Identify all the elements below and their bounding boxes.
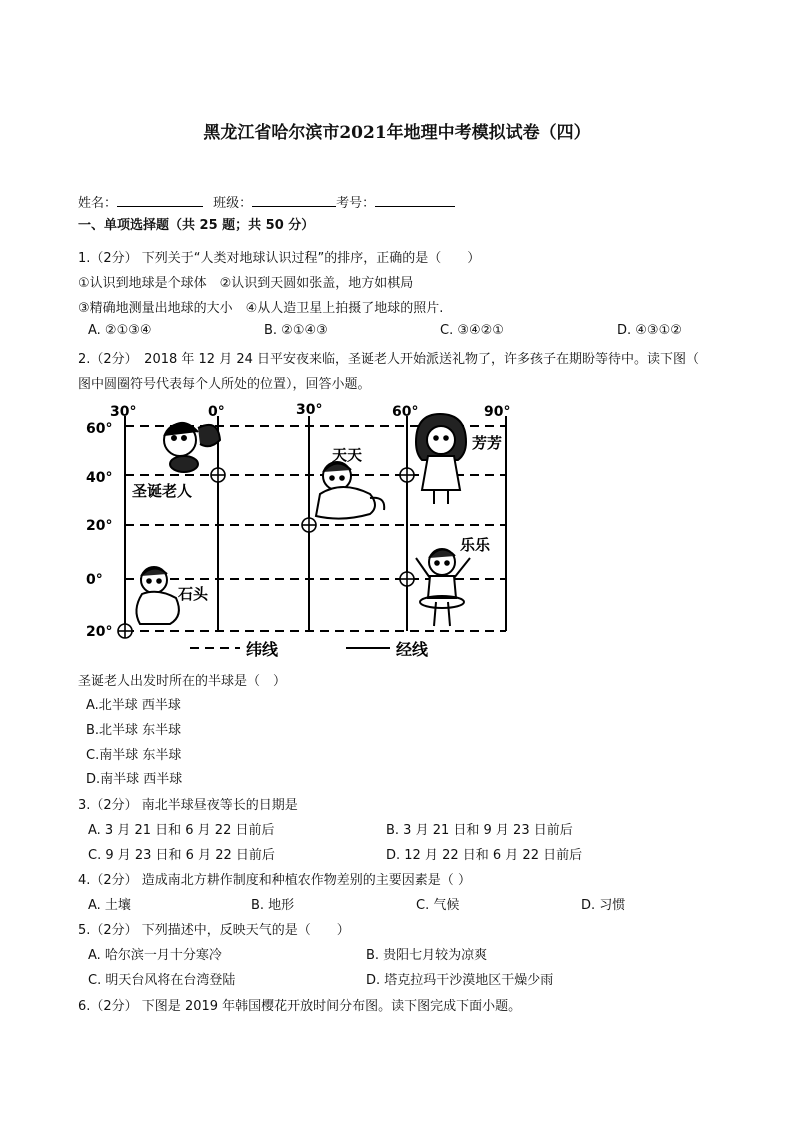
q2-option-a[interactable]: A.北半球 西半球 [86,698,181,713]
q5-option-d[interactable]: D. 塔克拉玛干沙漠地区干燥少雨 [366,973,554,988]
q2-option-d[interactable]: D.南半球 西半球 [86,772,183,787]
question-2-sub: 圣诞老人出发时所在的半球是（ ） [78,674,287,689]
person-label-tiantian: 天天 [332,446,363,464]
person-label-fangfang: 芳芳 [472,434,503,452]
student-info [78,192,455,211]
page-title: 黑龙江省哈尔滨市2021年地理中考模拟试卷（四） [203,123,591,143]
question-2-stem-line1: 2.（2分） 2018 年 12 月 24 日平安夜来临，圣诞老人开始派送礼物了，许多孩子在期盼等待中。读下图（ [78,352,700,367]
exam-no-field[interactable] [375,193,455,207]
lon-label: 90° [484,404,511,420]
question-3-stem: 3.（2分） 南北半球昼夜等长的日期是 [78,798,298,813]
q3-option-a[interactable]: A. 3 月 21 日和 6 月 22 日前后 [88,823,275,838]
q3-option-c[interactable]: C. 9 月 23 日和 6 月 22 日前后 [88,848,275,863]
q3-option-d[interactable]: D. 12 月 22 日和 6 月 22 日前后 [386,848,583,863]
q1-option-d[interactable]: D. ④③①② [617,323,682,338]
lon-label: 30° [110,404,137,420]
tiantian-figure [316,462,384,519]
lat-label: 20° [86,518,113,534]
lat-label: 20° [86,624,113,640]
question-1-line2: ③精确地测量出地球的大小 ④从人造卫星上拍摄了地球的照片. [78,301,444,316]
question-2-stem-line2: 图中圆圈符号代表每个人所处的位置），回答小题。 [78,377,371,392]
name-label: 姓名： [78,196,118,211]
position-marker [118,624,132,638]
name-field[interactable] [117,193,203,207]
class-field[interactable] [252,193,336,207]
lele-figure [416,549,470,626]
santa-figure [164,423,220,472]
position-marker [400,572,414,586]
q1-option-c[interactable]: C. ③④②① [440,323,504,338]
q5-option-b[interactable]: B. 贵阳七月较为凉爽 [366,948,488,963]
legend-lon-label: 经线 [396,640,429,659]
class-label: 班级： [213,196,253,211]
lat-label: 0° [86,572,103,588]
lon-label: 0° [208,404,225,420]
lat-long-grid-figure [80,398,520,664]
section-heading: 一、单项选择题（共 25 题；共 50 分） [78,218,315,233]
question-6-stem: 6.（2分） 下图是 2019 年韩国樱花开放时间分布图。读下图完成下面小题。 [78,999,522,1014]
q2-option-c[interactable]: C.南半球 东半球 [86,748,182,763]
question-4-stem: 4.（2分） 造成南北方耕作制度和种植农作物差别的主要因素是（ ） [78,873,471,888]
q4-option-c[interactable]: C. 气候 [416,898,460,913]
q3-option-b[interactable]: B. 3 月 21 日和 9 月 23 日前后 [386,823,573,838]
lon-label: 30° [296,402,323,418]
q5-option-c[interactable]: C. 明天台风将在台湾登陆 [88,973,236,988]
fangfang-figure [416,414,466,504]
q1-option-a[interactable]: A. ②①③④ [88,323,152,338]
shitou-figure [136,567,178,624]
q5-option-a[interactable]: A. 哈尔滨一月十分寒冷 [88,948,222,963]
q1-option-b[interactable]: B. ②①④③ [264,323,328,338]
position-marker [400,468,414,482]
question-1-line1: ①认识到地球是个球体 ②认识到天圆如张盖，地方如棋局 [78,276,414,291]
position-marker [302,518,316,532]
q4-option-a[interactable]: A. 土壤 [88,898,131,913]
legend-lat-label: 纬线 [246,640,279,659]
q2-option-b[interactable]: B.北半球 东半球 [86,723,182,738]
person-label-santa: 圣诞老人 [132,482,193,500]
person-label-shitou: 石头 [178,585,209,603]
lat-label: 60° [86,421,113,437]
exam-no-label: 考号： [336,196,376,211]
lat-label: 40° [86,470,113,486]
q4-option-b[interactable]: B. 地形 [251,898,295,913]
q4-option-d[interactable]: D. 习惯 [581,898,626,913]
position-marker [211,468,225,482]
question-1-stem: 1.（2分） 下列关于“人类对地球认识过程”的排序，正确的是（ ） [78,251,481,266]
person-label-lele: 乐乐 [460,536,491,554]
question-5-stem: 5.（2分） 下列描述中，反映天气的是（ ） [78,923,350,938]
lon-label: 60° [392,404,419,420]
